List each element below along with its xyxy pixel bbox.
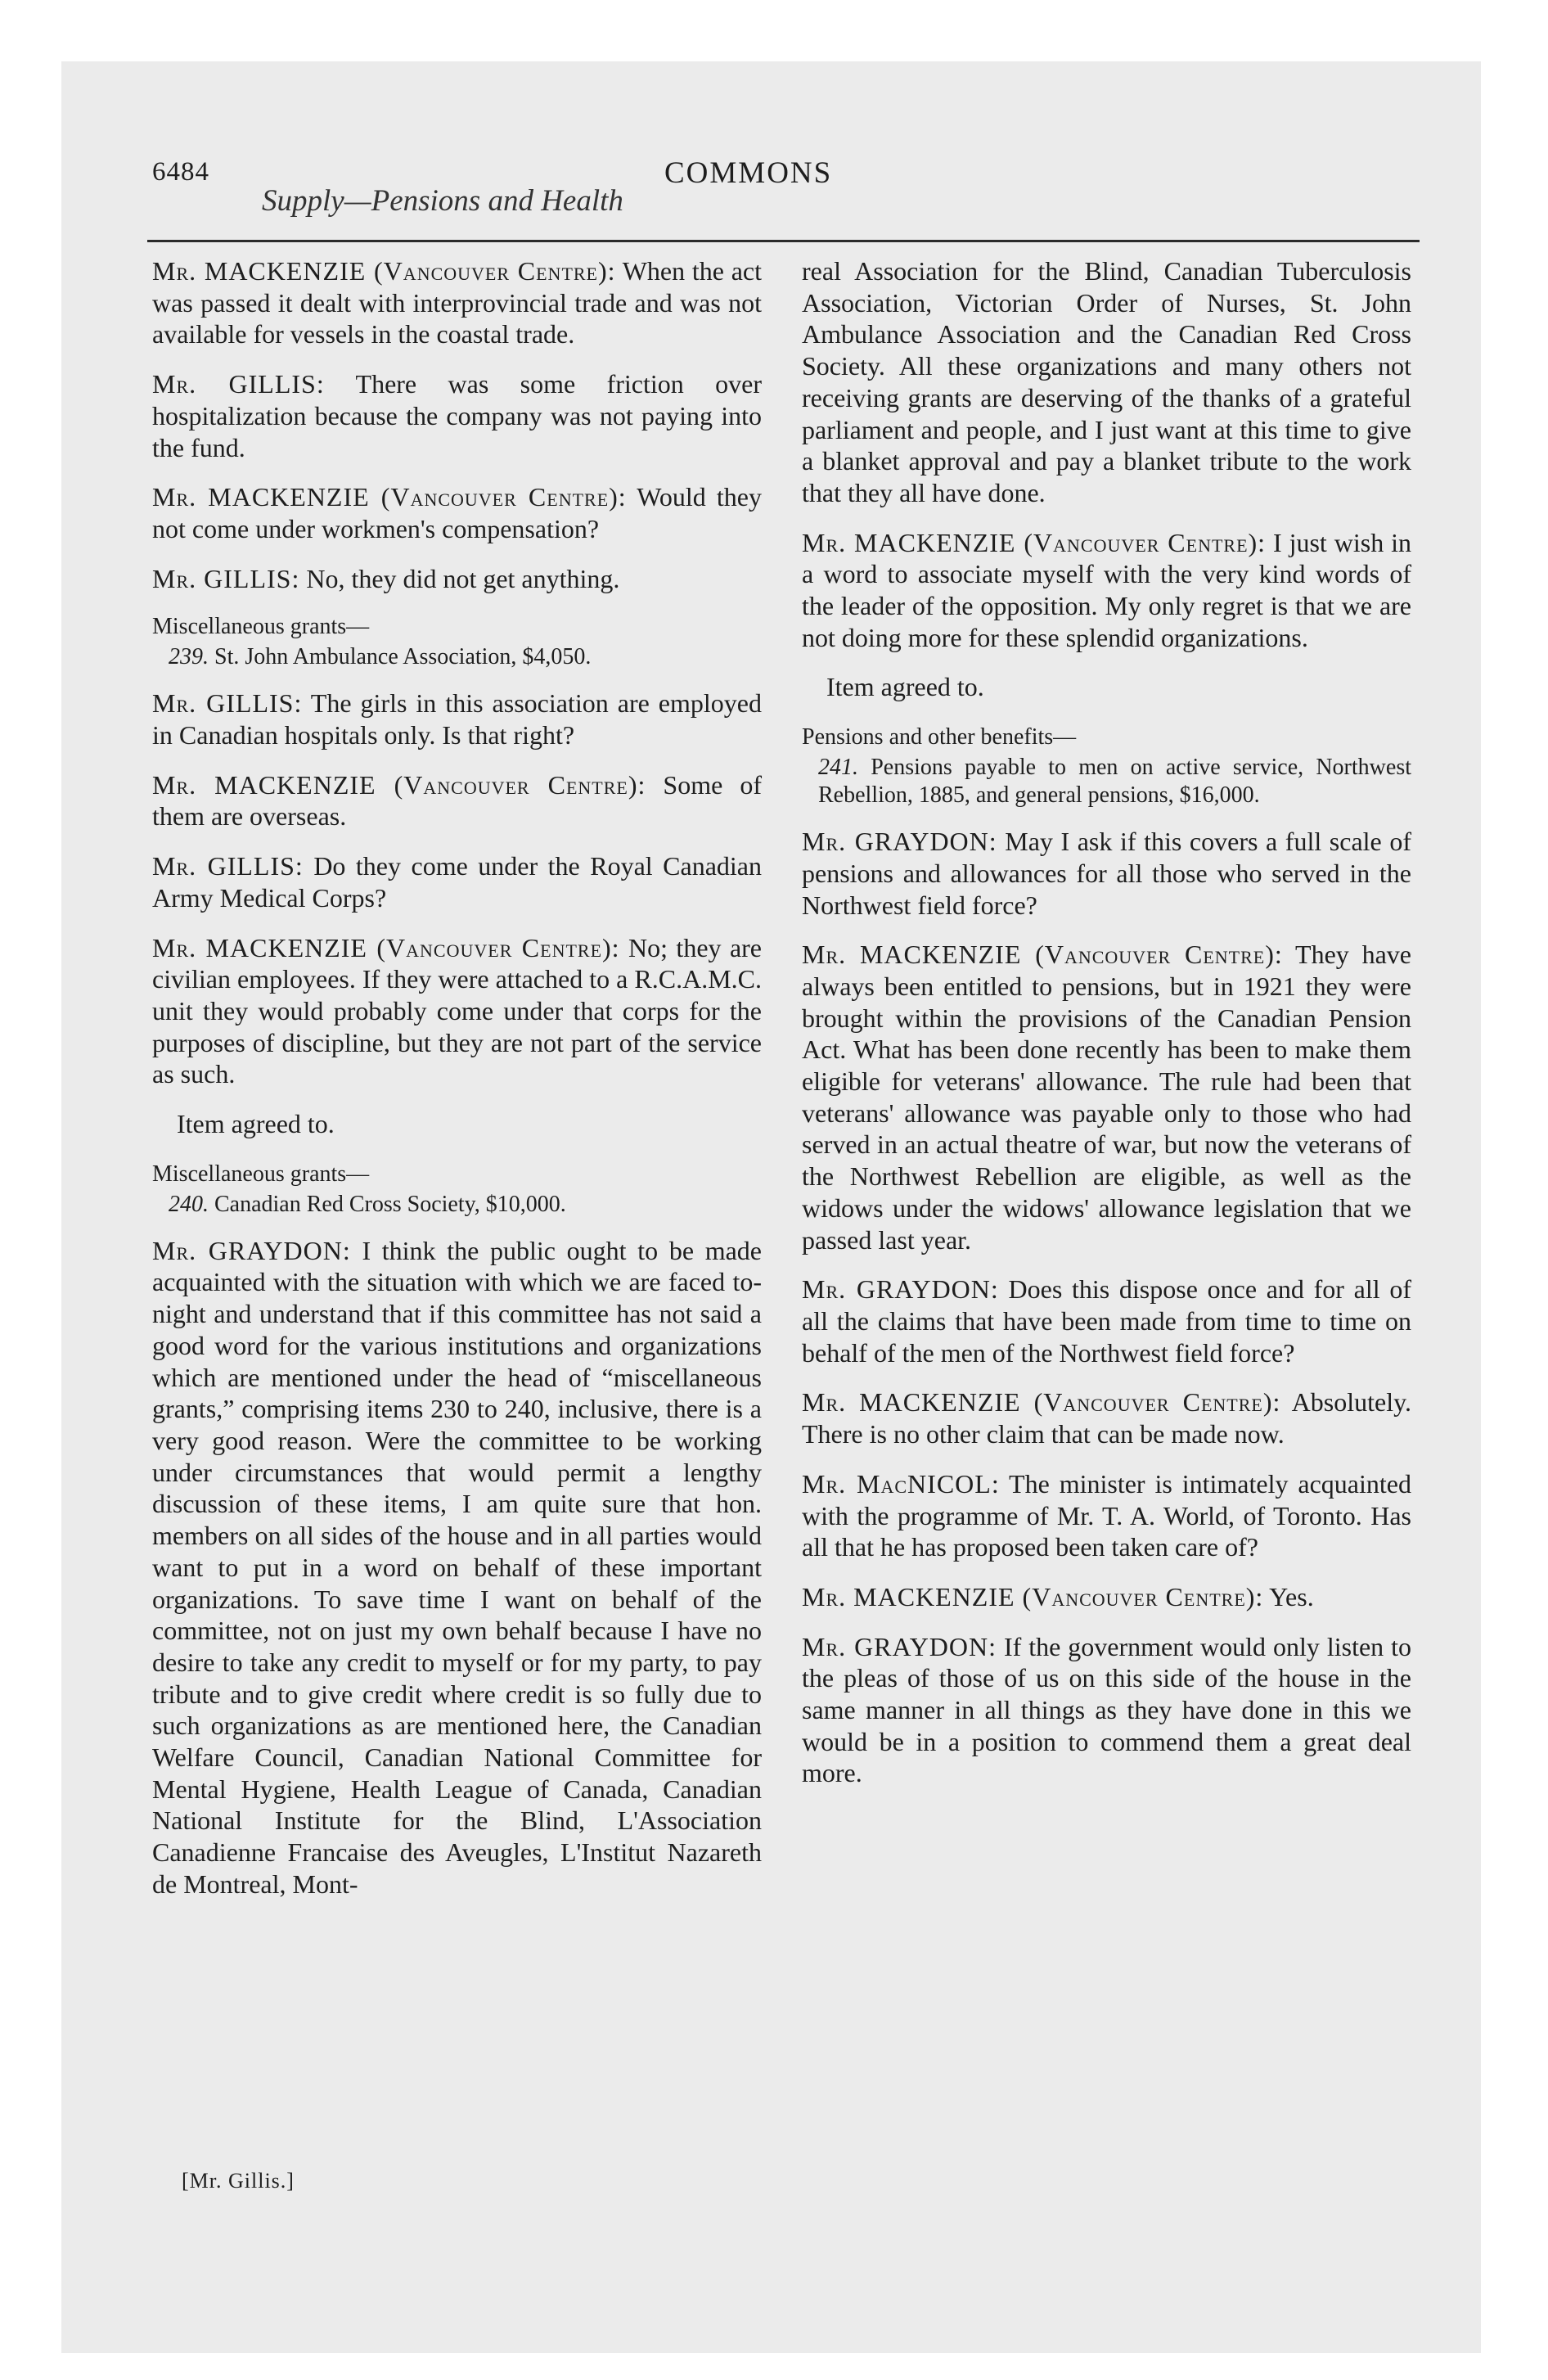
speaker-name: Mr. MacNICOL: bbox=[802, 1468, 1000, 1499]
speaker-name: Mr. MACKENZIE (Vancouver Centre): bbox=[152, 932, 620, 962]
paragraph bbox=[152, 687, 762, 751]
item-agreed-note: Item agreed to. bbox=[177, 1109, 335, 1139]
item-text: Pensions payable to men on active service, Northwest Rebellion, 1885, and general pensions, $16,000. bbox=[818, 755, 1411, 809]
speaker-name: Mr. GILLIS: bbox=[152, 369, 325, 399]
paragraph bbox=[152, 769, 762, 832]
speaker-name: Mr. MACKENZIE (Vancouver Centre): bbox=[152, 256, 616, 286]
speech-text: May I ask if this covers a full scale of pensions and allowances for all those who served in the Northwest field force? bbox=[802, 827, 1411, 920]
section-title: Supply—Pensions and Health bbox=[262, 184, 623, 218]
speaker-name: Mr. GILLIS: bbox=[152, 563, 300, 593]
speech-text: Does this dispose once and for all of all the claims that have been made from time to time on behalf of the men of the Northwest field force? bbox=[802, 1274, 1411, 1368]
paragraph bbox=[152, 932, 762, 1091]
item-agreed-note: Item agreed to. bbox=[826, 672, 984, 702]
section-heading: Miscellaneous grants— bbox=[152, 614, 370, 640]
speech-text: I think the public ought to be made acquainted with the situation with which we are faced to-night and understand that if this committee has not said a good word for the various institutions and organizations which are mentioned under the head of “miscellaneous grants,” comprising items 230 to 240, inclusive, there is a very good reason. Were the committee to be working under circumstances that would permit a lengthy discussion of these items, I am quite sure that hon. members on all sides of the house and in all parties would want to put in a word on behalf of these important organizations. To save time I want on behalf of the committee, not on just my own behalf because I have no desire to take any credit to myself or for my party, to pay tribute and to give credit where credit is so fully due to such organizations as are mentioned here, the Canadian Welfare Council, Canadian National Committee for Mental Hygiene, Health League of Canada, Canadian National Institute for the Blind, L'Association Canadienne Francaise des Aveugles, L'Institut Nazareth de Montreal, Mont- bbox=[152, 1235, 762, 1899]
speaker-name: Mr. MACKENZIE (Vancouver Centre): bbox=[802, 1581, 1264, 1611]
left-column bbox=[152, 255, 762, 1918]
speaker-name: Mr. GRAYDON: bbox=[802, 827, 997, 857]
speech-text: They have always been entitled to pensions, but in 1921 they were brought within the provisions of the Canadian Pension Act. What has been done recently has been to make them eligible for veterans' allowance. The rule had been that veterans' allowance was payable only to those who had served in an actual theatre of war, but now the veterans of the Northwest Rebellion are eligible, as well as the widows under the widows' allowance legislation that we passed last year. bbox=[802, 940, 1412, 1255]
section-heading: Miscellaneous grants— bbox=[152, 1161, 370, 1187]
paragraph bbox=[152, 1235, 762, 1900]
speech-text: Yes. bbox=[1263, 1581, 1314, 1611]
speech-text: Would they not come under workmen's compensation? bbox=[152, 482, 763, 543]
paragraph: real Association for the Blind, Canadian Tuberculosis Association, Victorian Order of Nurses, St. John Ambulance Association and the Canadian Red Cross Society. All these organizations and many others not receiving grants are deserving of the thanks of a grateful parliament and people, and I just want at this time to give a blanket approval and pay a blanket tribute to the work that they all have done. bbox=[802, 256, 1411, 507]
paragraph bbox=[802, 1386, 1411, 1449]
speech-text: Some of them are overseas. bbox=[152, 769, 763, 832]
speech-text: I just wish in a word to associate myself with the very kind words of the leader of the opposition. My only regret is that we are not doing more for these splendid organizations. bbox=[802, 527, 1411, 652]
paragraph bbox=[152, 255, 762, 350]
supply-item bbox=[802, 754, 1411, 809]
item-number: 239. bbox=[169, 644, 209, 670]
page-header bbox=[0, 0, 1548, 262]
page-footer: [Mr. Gillis.] bbox=[182, 2169, 295, 2193]
speaker-name: Mr. GILLIS: bbox=[152, 851, 304, 881]
supply-item bbox=[152, 1191, 762, 1219]
speech-text: Absolutely. There is no other claim that can be made now. bbox=[802, 1387, 1412, 1449]
speech-text: The minister is intimately acquainted with the programme of Mr. T. A. World, of Toronto. Has all that he has proposed been taken care of? bbox=[802, 1468, 1411, 1562]
speaker-name: Mr. MACKENZIE (Vancouver Centre): bbox=[152, 769, 646, 800]
paragraph bbox=[802, 939, 1411, 1255]
speaker-name: Mr. GILLIS: bbox=[152, 688, 303, 719]
item-text: St. John Ambulance Association, $4,050. bbox=[209, 644, 592, 670]
paragraph bbox=[802, 1273, 1411, 1368]
speaker-name: Mr. GRAYDON: bbox=[152, 1235, 351, 1265]
speaker-name: Mr. GRAYDON: bbox=[802, 1274, 999, 1305]
paragraph bbox=[152, 563, 762, 595]
speaker-name: Mr. MACKENZIE (Vancouver Centre): bbox=[802, 527, 1267, 557]
paragraph bbox=[802, 527, 1411, 654]
supply-item bbox=[152, 643, 762, 671]
speech-text: No; they are civilian employees. If they were attached to a R.C.A.M.C. unit they would probably come under that corps for the purposes of discipline, but they are not part of the service as such. bbox=[152, 932, 762, 1089]
paragraph bbox=[802, 826, 1411, 921]
right-column bbox=[802, 255, 1411, 1807]
speech-text: Do they come under the Royal Canadian Army Medical Corps? bbox=[152, 851, 762, 913]
paragraph bbox=[802, 1631, 1411, 1790]
paragraph bbox=[152, 368, 762, 463]
header-rule bbox=[147, 240, 1420, 242]
section-heading: Pensions and other benefits— bbox=[802, 724, 1077, 751]
running-head: COMMONS bbox=[664, 156, 833, 190]
item-text: Canadian Red Cross Society, $10,000. bbox=[209, 1191, 566, 1217]
speaker-name: Mr. MACKENZIE (Vancouver Centre): bbox=[152, 482, 627, 512]
item-number: 241. bbox=[818, 755, 858, 781]
speech-text: When the act was passed it dealt with interprovincial trade and was not available for vessels in the coastal trade. bbox=[152, 256, 763, 349]
page-number: 6484 bbox=[152, 157, 209, 187]
paragraph bbox=[152, 850, 762, 913]
speech-text: The girls in this association are employed in Canadian hospitals only. Is that right? bbox=[152, 688, 762, 751]
speech-text: If the government would only listen to the pleas of those of us on this side of the house in the same manner in all things as they have done in this we would be in a position to commend them a great deal more. bbox=[802, 1631, 1411, 1788]
speaker-name: Mr. MACKENZIE (Vancouver Centre): bbox=[802, 940, 1283, 970]
paragraph bbox=[802, 1581, 1411, 1613]
paragraph bbox=[802, 1468, 1411, 1563]
item-number: 240. bbox=[169, 1191, 209, 1217]
paragraph bbox=[152, 481, 762, 544]
speaker-name: Mr. GRAYDON: bbox=[802, 1631, 997, 1661]
speaker-name: Mr. MACKENZIE (Vancouver Centre): bbox=[802, 1387, 1281, 1418]
speech-text: There was some friction over hospitalization because the company was not paying into the fund. bbox=[152, 369, 762, 462]
speech-text: No, they did not get anything. bbox=[299, 563, 620, 593]
